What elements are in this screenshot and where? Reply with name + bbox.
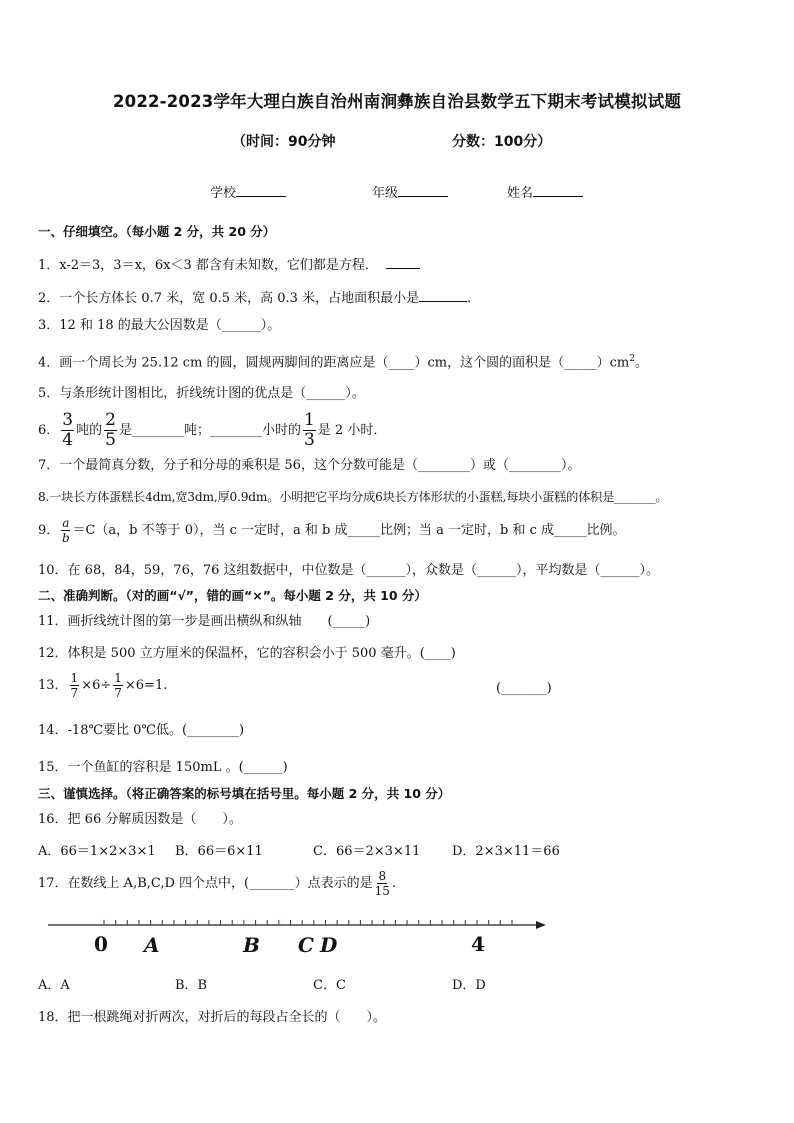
- q17-option-c[interactable]: C．C: [313, 978, 346, 993]
- section-2-heading: 二、准确判断。（对的画“√”，错的画“×”。每小题 2 分，共 10 分）: [38, 588, 427, 603]
- question-3: 3．12 和 18 的最大公因数是（______）。: [38, 318, 281, 333]
- fraction: $\frac{8}{15}$: [374, 869, 390, 898]
- question-8: 8.一块长方体蛋糕长4dm,宽3dm,厚0.9dm。小明把它平均分成6块长方体形状的小蛋糕,每块小蛋糕的体积是_______。: [38, 490, 668, 504]
- q17-option-a[interactable]: A．A: [38, 978, 70, 993]
- grade-field[interactable]: [372, 182, 448, 201]
- fraction: $\frac{1}{7}$: [114, 671, 122, 700]
- label-C: C: [298, 933, 314, 957]
- school-label: 学校: [210, 186, 237, 201]
- fraction: $\frac{3}{4}$: [62, 410, 74, 450]
- q16-option-a[interactable]: A．66＝1×2×3×1: [38, 844, 156, 859]
- arrow-head-icon: [536, 921, 546, 929]
- question-16: 16．把 66 分解质因数是（ ）。: [38, 812, 242, 827]
- label-A: A: [144, 933, 160, 957]
- question-17: 17．在数线上 A,B,C,D 四个点中，(_______）点表示的是 $\frac{8}{15}$ .: [38, 869, 397, 898]
- label-B: B: [243, 933, 260, 957]
- exam-time: （时间：90分钟: [232, 134, 336, 150]
- fraction: $\frac{2}{5}$: [105, 410, 116, 450]
- label-0: 0: [94, 932, 108, 956]
- question-6: 6． $\frac{3}{4}$ 吨的 $\frac{2}{5}$ 是________吨；________小时的 $\frac{1}{3}$ 是 2 小时．: [38, 410, 387, 450]
- question-15: 15．一个鱼缸的容积是 150mL 。(______): [38, 760, 288, 775]
- question-2: 2．一个长方体长 0.7 米，宽 0.5 米，高 0.3 米，占地面积最小是 ．: [38, 291, 481, 306]
- question-7: 7．一个最简真分数，分子和分母的乘积是 56，这个分数可能是（________）或（________）。: [38, 458, 581, 473]
- question-13: 13． $\frac{1}{7}$ ×6÷ $\frac{1}{7}$ ×6=1.: [38, 671, 168, 700]
- question-1: 1．x-2＝3，3＝x，6x＜3 都含有未知数，它们都是方程．: [38, 256, 420, 274]
- question-11: 11．画折线统计图的第一步是画出横纵和纵轴 (_____): [38, 614, 371, 629]
- fraction: $\frac{1}{3}$: [303, 410, 315, 450]
- page-title: 2022-2023学年大理白族自治州南涧彝族自治县数学五下期末考试模拟试题: [112, 92, 682, 111]
- question-5: 5．与条形统计图相比，折线统计图的优点是（______）。: [38, 386, 365, 401]
- exam-score: 分数：100分）: [452, 134, 552, 150]
- fraction: $\frac{a}{b}$: [62, 516, 70, 545]
- fraction: $\frac{1}{7}$: [70, 671, 79, 700]
- question-13-blank[interactable]: (_______): [496, 681, 552, 696]
- question-18: 18．把一根跳绳对折两次，对折后的每段占全长的（ ）。: [38, 1010, 387, 1025]
- question-4: 4．画一个周长为 25.12 cm 的圆，圆规两脚间的距离应是（____）cm，这个圆的面积是$(\_\_\_\_\_)cm^2$。: [38, 354, 648, 371]
- question-14: 14．-18℃要比 0℃低。(________): [38, 723, 245, 738]
- question-10: 10．在 68，84，59，76，76 这组数据中，中位数是（______），众数是（______），平均数是（______）。: [38, 563, 660, 578]
- section-1-heading: 一、仔细填空。（每小题 2 分，共 20 分）: [38, 224, 276, 239]
- answer-blank[interactable]: [419, 289, 467, 302]
- number-line: [0, 910, 794, 960]
- label-D: D: [320, 933, 338, 957]
- grade-label: 年级: [372, 186, 399, 201]
- question-12: 12．体积是 500 立方厘米的保温杯，它的容积会小于 500 毫升。(____): [38, 646, 456, 661]
- name-label: 姓名: [507, 186, 534, 201]
- q17-option-d[interactable]: D．D: [452, 978, 486, 993]
- q16-option-d[interactable]: D．2×3×11＝66: [452, 844, 560, 859]
- q17-option-b[interactable]: B．B: [175, 978, 208, 993]
- q16-option-c[interactable]: C．66＝2×3×11: [313, 844, 421, 859]
- school-field[interactable]: [210, 182, 286, 201]
- q16-option-b[interactable]: B．66＝6×11: [175, 844, 263, 859]
- section-3-heading: 三、谨慎选择。（将正确答案的标号填在括号里。每小题 2 分，共 10 分）: [38, 786, 451, 801]
- answer-blank[interactable]: [386, 256, 420, 269]
- question-9: 9． $\frac{a}{b}$ ＝C（a，b 不等于 0），当 c 一定时，a 和 b 成_____比例；当 a 一定时，b 和 c 成_____比例。: [38, 516, 626, 545]
- label-4: 4: [471, 932, 485, 956]
- name-field[interactable]: [507, 182, 583, 201]
